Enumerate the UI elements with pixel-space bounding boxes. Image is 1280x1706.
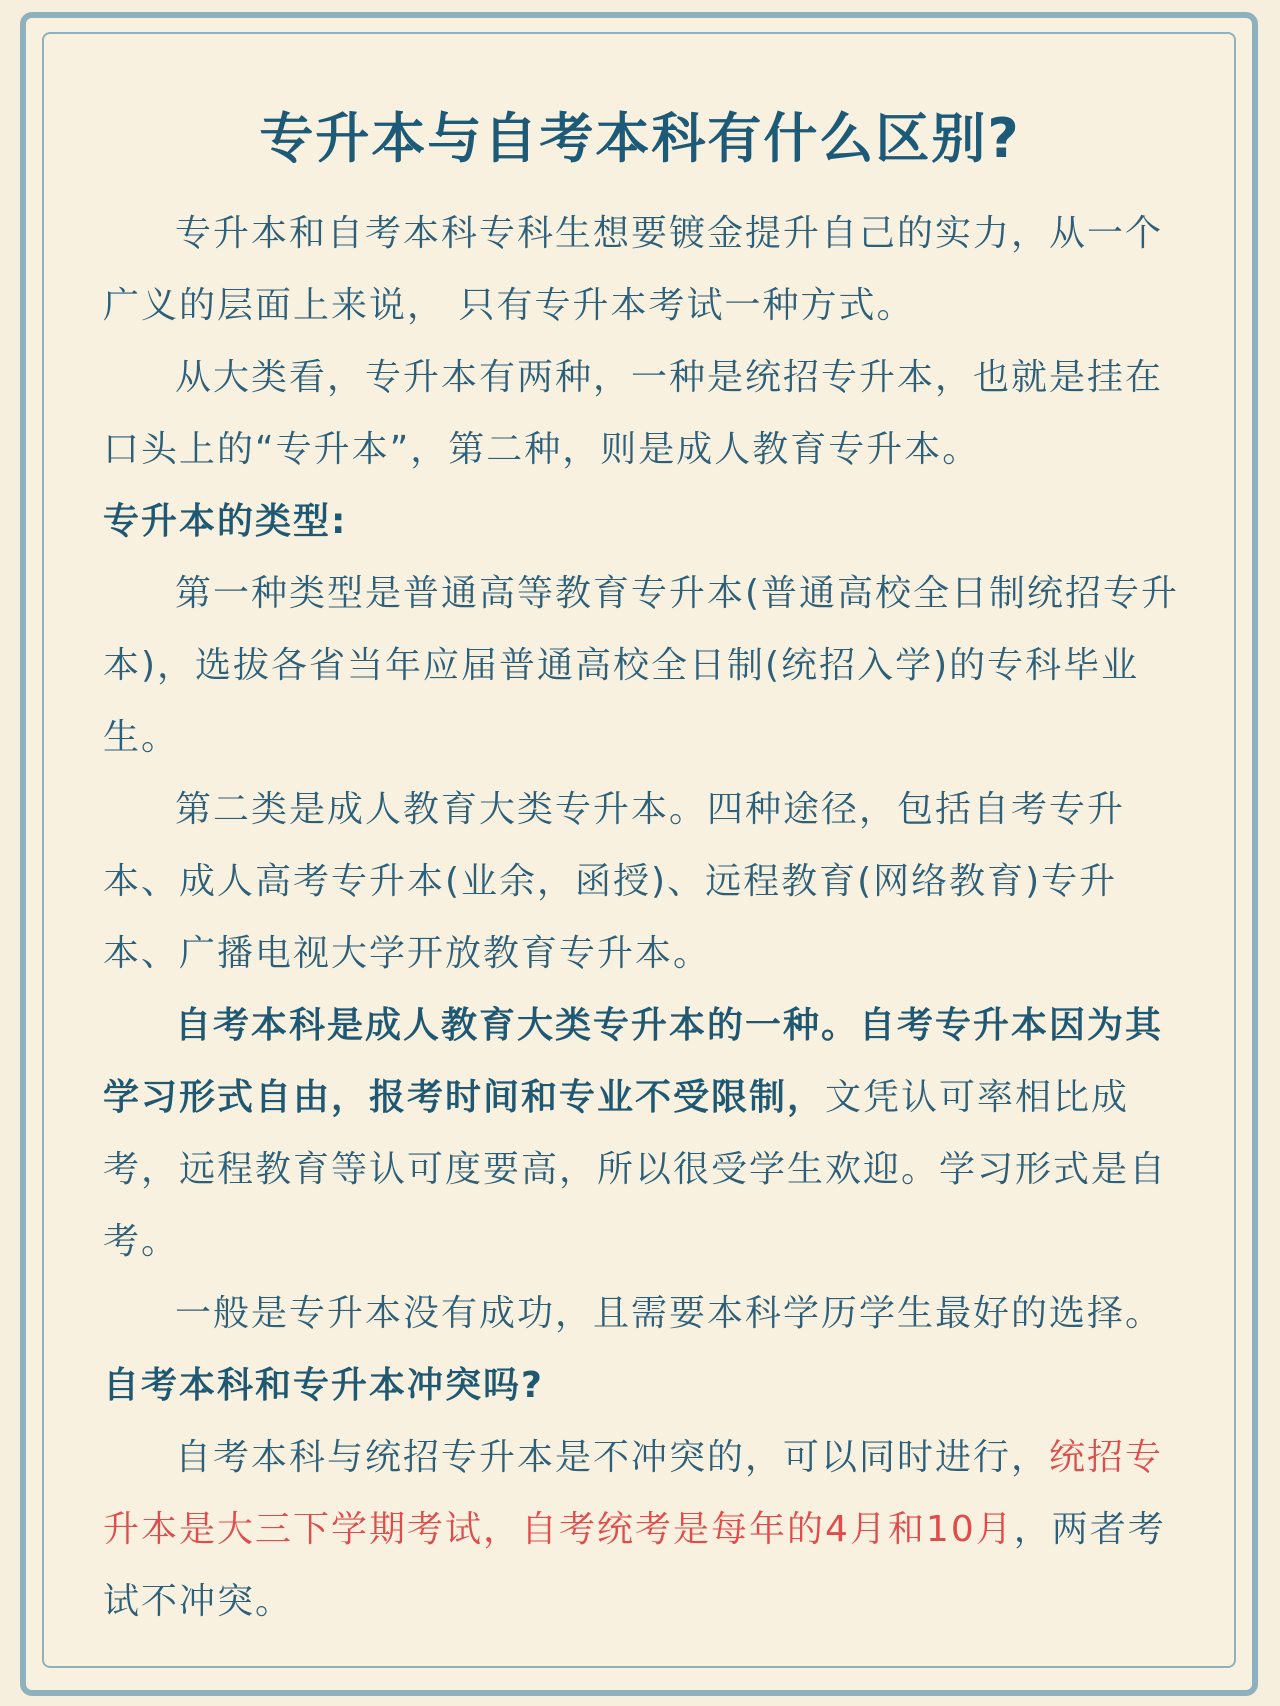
conflict-red-text-2: 自考统考是每年的4月和10月 [521, 1509, 1014, 1550]
paragraph-best-choice: 一般是专升本没有成功，且需要本科学历学生最好的选择。 [175, 1293, 1164, 1334]
paragraph-conflict [103, 1422, 1181, 1638]
self-study-bold-text: 自考本科是成人教育大类专升本的一种。自考专升本因为其学习形式自由，报考时间和专业不受限制， [103, 1005, 1164, 1118]
paragraph-type-one: 第一种类型是普通高等教育专升本(普通高校全日制统招专升本)，选拔各省当年应届普通高校全日制(统招入学)的专科毕业生。 [103, 573, 1180, 758]
self-study-rest-text: 文凭认可率相比成考，远程教育等认可度要高，所以很受学生欢迎。学习形式是自考。 [103, 1077, 1168, 1262]
paragraph-intro: 专升本和自考本科专科生想要镀金提升自己的实力，从一个广义的层面上来说， 只有专升本考试一种方式。 [103, 213, 1164, 326]
page-title: 专升本与自考本科有什么区别? [259, 107, 1021, 170]
conflict-text-b: ，两者考试不冲突。 [103, 1509, 1166, 1622]
conflict-text-a: 自考本科与统招专升本是不冲突的，可以同时进行， [175, 1437, 1050, 1478]
paragraph-categories: 从大类看，专升本有两种，一种是统招专升本，也就是挂在口头上的“专升本”，第二种，则是成人教育专升本。 [103, 357, 1164, 470]
heading-conflict: 自考本科和专升本冲突吗? [103, 1365, 544, 1406]
heading-types: 专升本的类型: [103, 501, 348, 542]
paragraph-self-study [103, 990, 1181, 1278]
paragraph-type-two: 第二类是成人教育大类专升本。四种途径，包括自考专升本、成人高考专升本(业余，函授)、远程教育(网络教育)专升本、广播电视大学开放教育专升本。 [103, 789, 1126, 974]
article-body [103, 198, 1181, 1638]
conflict-red-text-1: 统招专升本是大三下学期考试， [103, 1437, 1164, 1550]
